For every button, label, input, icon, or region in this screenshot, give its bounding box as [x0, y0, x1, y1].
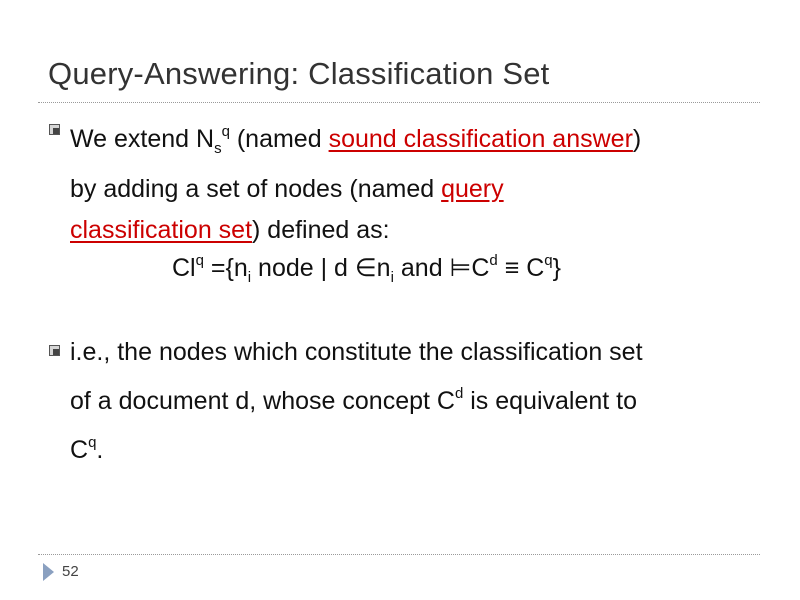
- bullet-sound-classification: [70, 111, 641, 251]
- classification-set-formula: $Cl^q =\{n_i$ node | d $\in n_i$ and $⊨C^d \equiv C^q$}: [172, 252, 561, 286]
- bullet1-line3: classification set) defined as:: [70, 216, 390, 244]
- bullet1-line2: by adding a set of nodes (named query: [70, 175, 504, 203]
- page-number: 52: [62, 563, 79, 580]
- bullet1-line1: We extend $N_s^q$ (named sound classification answer): [70, 123, 642, 157]
- bullet-square-icon: [49, 124, 60, 135]
- bullet-square-icon: [49, 345, 60, 356]
- bullet2-line3: $C^q$.: [70, 434, 104, 464]
- title-divider: [38, 102, 760, 103]
- footer-divider: [38, 554, 760, 555]
- slide-title: Query-Answering: Classification Set: [48, 56, 550, 91]
- footer-arrow-icon: [43, 563, 54, 581]
- bullet2-line1: i.e., the nodes which constitute the classification set: [70, 338, 643, 366]
- term-query: query: [441, 175, 504, 203]
- bullet2-line2: of a document d, whose concept $C^d$ is equivalent to: [70, 385, 638, 415]
- term-sound-classification-answer: sound classification answer: [328, 125, 633, 153]
- bullet-ie-explanation: [70, 332, 643, 471]
- term-classification-set: classification set: [70, 216, 253, 244]
